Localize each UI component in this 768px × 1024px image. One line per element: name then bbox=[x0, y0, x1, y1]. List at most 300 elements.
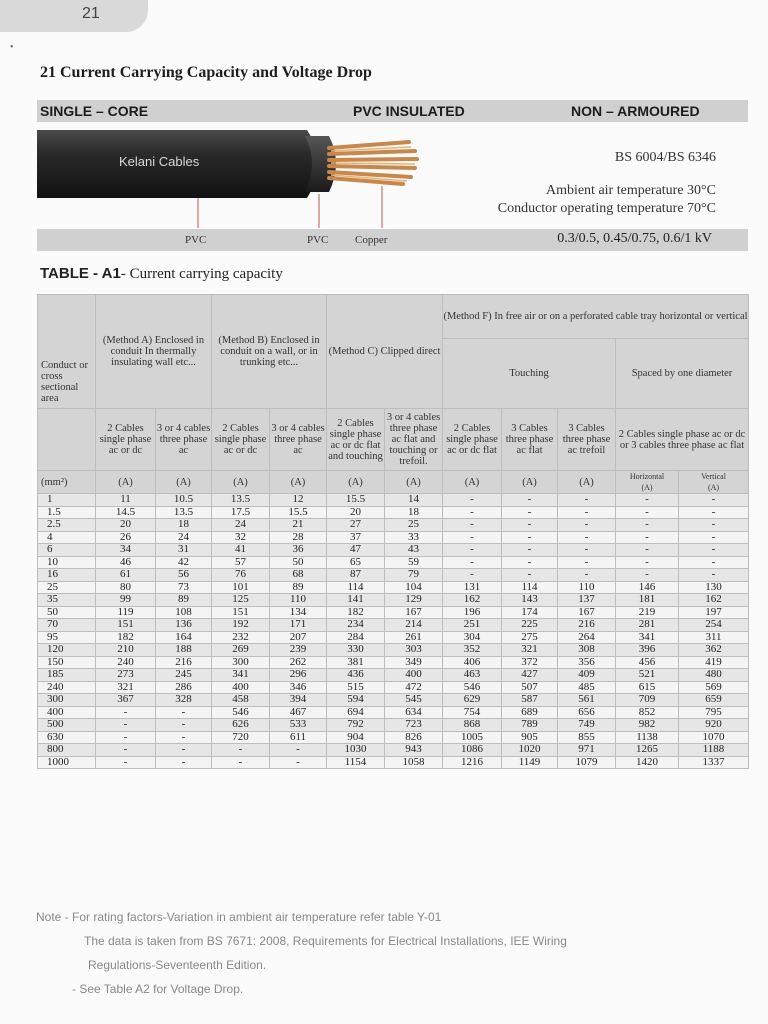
table-body bbox=[38, 494, 749, 769]
area-cell: 500 bbox=[38, 719, 96, 732]
cable-illustration bbox=[37, 126, 437, 232]
value-cell: 197 bbox=[679, 606, 749, 619]
value-cell: 409 bbox=[558, 669, 616, 682]
spaced-header: Spaced by one diameter bbox=[616, 339, 749, 409]
value-cell: 17.5 bbox=[212, 506, 270, 519]
value-cell: 723 bbox=[385, 719, 443, 732]
unit-cell: (A) bbox=[96, 471, 156, 494]
value-cell: 114 bbox=[502, 581, 558, 594]
value-cell: 110 bbox=[558, 581, 616, 594]
conductor-area-header: Conduct or cross sectional area bbox=[38, 295, 96, 409]
touching-header: Touching bbox=[443, 339, 616, 409]
label-pvc-1: PVC bbox=[185, 234, 207, 246]
table-row bbox=[38, 506, 749, 519]
value-cell: 174 bbox=[502, 606, 558, 619]
area-cell: 400 bbox=[38, 706, 96, 719]
area-header bbox=[38, 409, 96, 471]
value-cell: 42 bbox=[156, 556, 212, 569]
capacity-table bbox=[37, 294, 749, 769]
value-cell: 15.5 bbox=[270, 506, 327, 519]
value-cell: 12 bbox=[270, 494, 327, 507]
value-cell: - bbox=[96, 731, 156, 744]
value-cell: 611 bbox=[270, 731, 327, 744]
value-cell: - bbox=[679, 569, 749, 582]
value-cell: 396 bbox=[616, 644, 679, 657]
value-cell: 162 bbox=[443, 594, 502, 607]
value-cell: 110 bbox=[270, 594, 327, 607]
table-id: TABLE - A1 bbox=[40, 265, 121, 282]
unit-cell: (A) bbox=[707, 483, 720, 492]
value-cell: 400 bbox=[212, 681, 270, 694]
value-cell: 419 bbox=[679, 656, 749, 669]
value-cell: 346 bbox=[270, 681, 327, 694]
value-cell: 210 bbox=[96, 644, 156, 657]
value-cell: 99 bbox=[96, 594, 156, 607]
value-cell: 146 bbox=[616, 581, 679, 594]
value-cell: - bbox=[558, 556, 616, 569]
subheader-f2: 3 Cables three phase ac flat bbox=[502, 409, 558, 471]
value-cell: - bbox=[616, 556, 679, 569]
value-cell: 56 bbox=[156, 569, 212, 582]
value-cell: - bbox=[502, 494, 558, 507]
value-cell: 296 bbox=[270, 669, 327, 682]
value-cell: 182 bbox=[96, 631, 156, 644]
value-cell: 24 bbox=[212, 519, 270, 532]
table-row bbox=[38, 531, 749, 544]
value-cell: 629 bbox=[443, 694, 502, 707]
subheader-b1: 2 Cables single phase ac or dc bbox=[212, 409, 270, 471]
note-line-1: Note - For rating factors-Variation in ambient air temperature refer table Y-01 bbox=[36, 910, 442, 924]
value-cell: 207 bbox=[270, 631, 327, 644]
subheader-c1: 2 Cables single phase ac or dc flat and touching bbox=[327, 409, 385, 471]
value-cell: 1058 bbox=[385, 756, 443, 769]
value-cell: 485 bbox=[558, 681, 616, 694]
value-cell: 905 bbox=[502, 731, 558, 744]
value-cell: 11 bbox=[96, 494, 156, 507]
horizontal-unit bbox=[616, 471, 679, 494]
value-cell: - bbox=[443, 494, 502, 507]
value-cell: 46 bbox=[96, 556, 156, 569]
label-copper: Copper bbox=[355, 234, 388, 246]
value-cell: 24 bbox=[156, 531, 212, 544]
value-cell: 341 bbox=[616, 631, 679, 644]
area-cell: 800 bbox=[38, 744, 96, 757]
table-row bbox=[38, 581, 749, 594]
value-cell: 15.5 bbox=[327, 494, 385, 507]
table-row bbox=[38, 694, 749, 707]
band-pvc-insulated: PVC INSULATED bbox=[353, 103, 465, 119]
value-cell: 181 bbox=[616, 594, 679, 607]
brand-label: Kelani Cables bbox=[119, 154, 200, 169]
value-cell: 239 bbox=[270, 644, 327, 657]
value-cell: 545 bbox=[385, 694, 443, 707]
value-cell: - bbox=[156, 706, 212, 719]
value-cell: 920 bbox=[679, 719, 749, 732]
table-row bbox=[38, 556, 749, 569]
value-cell: 1337 bbox=[679, 756, 749, 769]
area-cell: 300 bbox=[38, 694, 96, 707]
value-cell: 167 bbox=[385, 606, 443, 619]
unit-cell: (A) bbox=[270, 471, 327, 494]
value-cell: - bbox=[443, 519, 502, 532]
value-cell: 59 bbox=[385, 556, 443, 569]
value-cell: 73 bbox=[156, 581, 212, 594]
subheader-f1: 2 Cables single phase ac or dc flat bbox=[443, 409, 502, 471]
value-cell: 18 bbox=[156, 519, 212, 532]
value-cell: - bbox=[96, 756, 156, 769]
value-cell: 114 bbox=[327, 581, 385, 594]
value-cell: 232 bbox=[212, 631, 270, 644]
value-cell: - bbox=[270, 756, 327, 769]
value-cell: - bbox=[502, 544, 558, 557]
value-cell: 789 bbox=[502, 719, 558, 732]
value-cell: 456 bbox=[616, 656, 679, 669]
value-cell: - bbox=[502, 569, 558, 582]
value-cell: 1420 bbox=[616, 756, 679, 769]
value-cell: 50 bbox=[270, 556, 327, 569]
value-cell: - bbox=[616, 506, 679, 519]
value-cell: 720 bbox=[212, 731, 270, 744]
table-row bbox=[38, 719, 749, 732]
value-cell: 321 bbox=[502, 644, 558, 657]
value-cell: - bbox=[270, 744, 327, 757]
value-cell: 372 bbox=[502, 656, 558, 669]
value-cell: 533 bbox=[270, 719, 327, 732]
voltage-rating: 0.3/0.5, 0.45/0.75, 0.6/1 kV bbox=[557, 231, 712, 246]
value-cell: 87 bbox=[327, 569, 385, 582]
value-cell: 76 bbox=[212, 569, 270, 582]
value-cell: 131 bbox=[443, 581, 502, 594]
method-f-header: (Method F) In free air or on a perforated cable tray horizontal or vertical bbox=[443, 295, 749, 339]
value-cell: - bbox=[502, 531, 558, 544]
value-cell: 26 bbox=[96, 531, 156, 544]
value-cell: 1005 bbox=[443, 731, 502, 744]
value-cell: 28 bbox=[270, 531, 327, 544]
vertical-label: Vertical bbox=[701, 472, 726, 481]
method-c-header: (Method C) Clipped direct bbox=[327, 295, 443, 409]
area-cell: 10 bbox=[38, 556, 96, 569]
subheader-a2: 3 or 4 cables three phase ac bbox=[156, 409, 212, 471]
value-cell: 400 bbox=[385, 669, 443, 682]
value-cell: 1079 bbox=[558, 756, 616, 769]
value-cell: 14.5 bbox=[96, 506, 156, 519]
table-row bbox=[38, 544, 749, 557]
value-cell: 251 bbox=[443, 619, 502, 632]
value-cell: - bbox=[502, 506, 558, 519]
value-cell: - bbox=[443, 544, 502, 557]
value-cell: 308 bbox=[558, 644, 616, 657]
value-cell: 36 bbox=[270, 544, 327, 557]
value-cell: 427 bbox=[502, 669, 558, 682]
note-line-4: - See Table A2 for Voltage Drop. bbox=[72, 982, 244, 996]
method-b-header: (Method B) Enclosed in conduit on a wall, or in trunking etc... bbox=[212, 295, 327, 409]
value-cell: - bbox=[679, 506, 749, 519]
value-cell: 300 bbox=[212, 656, 270, 669]
spec-band bbox=[37, 100, 748, 122]
value-cell: - bbox=[212, 744, 270, 757]
unit-cell: (A) bbox=[385, 471, 443, 494]
value-cell: - bbox=[156, 719, 212, 732]
value-cell: 286 bbox=[156, 681, 212, 694]
value-cell: 134 bbox=[270, 606, 327, 619]
value-cell: 234 bbox=[327, 619, 385, 632]
value-cell: 311 bbox=[679, 631, 749, 644]
value-cell: 171 bbox=[270, 619, 327, 632]
value-cell: - bbox=[502, 556, 558, 569]
table-row bbox=[38, 669, 749, 682]
area-cell: 1 bbox=[38, 494, 96, 507]
value-cell: 89 bbox=[270, 581, 327, 594]
value-cell: 904 bbox=[327, 731, 385, 744]
value-cell: 162 bbox=[679, 594, 749, 607]
value-cell: 262 bbox=[270, 656, 327, 669]
value-cell: 1086 bbox=[443, 744, 502, 757]
value-cell: 275 bbox=[502, 631, 558, 644]
value-cell: 188 bbox=[156, 644, 212, 657]
note-line-3: Regulations-Seventeenth Edition. bbox=[88, 958, 267, 972]
value-cell: 31 bbox=[156, 544, 212, 557]
area-cell: 120 bbox=[38, 644, 96, 657]
table-row bbox=[38, 519, 749, 532]
table-row bbox=[38, 594, 749, 607]
value-cell: 47 bbox=[327, 544, 385, 557]
table-caption: - Current carrying capacity bbox=[120, 266, 283, 282]
value-cell: 868 bbox=[443, 719, 502, 732]
value-cell: 436 bbox=[327, 669, 385, 682]
value-cell: 971 bbox=[558, 744, 616, 757]
value-cell: 1188 bbox=[679, 744, 749, 757]
value-cell: 362 bbox=[679, 644, 749, 657]
value-cell: 349 bbox=[385, 656, 443, 669]
unit-cell: (A) bbox=[502, 471, 558, 494]
label-pvc-2: PVC bbox=[307, 234, 329, 246]
value-cell: 119 bbox=[96, 606, 156, 619]
value-cell: - bbox=[96, 706, 156, 719]
value-cell: 61 bbox=[96, 569, 156, 582]
value-cell: 826 bbox=[385, 731, 443, 744]
value-cell: 754 bbox=[443, 706, 502, 719]
value-cell: 1070 bbox=[679, 731, 749, 744]
vertical-unit bbox=[679, 471, 749, 494]
table-row bbox=[38, 706, 749, 719]
value-cell: 406 bbox=[443, 656, 502, 669]
value-cell: 125 bbox=[212, 594, 270, 607]
value-cell: 273 bbox=[96, 669, 156, 682]
subheader-b2: 3 or 4 cables three phase ac bbox=[270, 409, 327, 471]
value-cell: 136 bbox=[156, 619, 212, 632]
area-cell: 1000 bbox=[38, 756, 96, 769]
subheader-a1: 2 Cables single phase ac or dc bbox=[96, 409, 156, 471]
value-cell: 68 bbox=[270, 569, 327, 582]
value-cell: 65 bbox=[327, 556, 385, 569]
bullet-mark: • bbox=[10, 42, 14, 53]
value-cell: - bbox=[558, 519, 616, 532]
value-cell: 467 bbox=[270, 706, 327, 719]
value-cell: 356 bbox=[558, 656, 616, 669]
value-cell: 569 bbox=[679, 681, 749, 694]
table-row bbox=[38, 631, 749, 644]
value-cell: 13.5 bbox=[156, 506, 212, 519]
area-cell: 70 bbox=[38, 619, 96, 632]
value-cell: 367 bbox=[96, 694, 156, 707]
value-cell: 25 bbox=[385, 519, 443, 532]
value-cell: 463 bbox=[443, 669, 502, 682]
value-cell: - bbox=[156, 756, 212, 769]
value-cell: 1216 bbox=[443, 756, 502, 769]
value-cell: 20 bbox=[96, 519, 156, 532]
value-cell: - bbox=[443, 506, 502, 519]
conductor-temperature: Conductor operating temperature 70°C bbox=[497, 201, 716, 216]
value-cell: - bbox=[502, 519, 558, 532]
value-cell: 587 bbox=[502, 694, 558, 707]
value-cell: 330 bbox=[327, 644, 385, 657]
area-cell: 630 bbox=[38, 731, 96, 744]
band-single-core: SINGLE – CORE bbox=[40, 103, 149, 119]
note-line-2: The data is taken from BS 7671: 2008, Requirements for Electrical Installations, IEE Wiring bbox=[84, 934, 567, 948]
value-cell: 852 bbox=[616, 706, 679, 719]
value-cell: 254 bbox=[679, 619, 749, 632]
value-cell: 943 bbox=[385, 744, 443, 757]
value-cell: - bbox=[558, 544, 616, 557]
value-cell: - bbox=[443, 556, 502, 569]
value-cell: 43 bbox=[385, 544, 443, 557]
page-tab bbox=[0, 0, 148, 32]
value-cell: 659 bbox=[679, 694, 749, 707]
value-cell: - bbox=[616, 544, 679, 557]
value-cell: 694 bbox=[327, 706, 385, 719]
value-cell: 472 bbox=[385, 681, 443, 694]
value-cell: 32 bbox=[212, 531, 270, 544]
value-cell: 634 bbox=[385, 706, 443, 719]
value-cell: 79 bbox=[385, 569, 443, 582]
value-cell: 89 bbox=[156, 594, 212, 607]
value-cell: 594 bbox=[327, 694, 385, 707]
value-cell: 546 bbox=[443, 681, 502, 694]
value-cell: 101 bbox=[212, 581, 270, 594]
value-cell: 615 bbox=[616, 681, 679, 694]
value-cell: 129 bbox=[385, 594, 443, 607]
unit-cell: (A) bbox=[641, 483, 653, 492]
value-cell: 328 bbox=[156, 694, 212, 707]
table-row bbox=[38, 744, 749, 757]
value-cell: 216 bbox=[558, 619, 616, 632]
value-cell: 303 bbox=[385, 644, 443, 657]
value-cell: 656 bbox=[558, 706, 616, 719]
value-cell: 33 bbox=[385, 531, 443, 544]
value-cell: 37 bbox=[327, 531, 385, 544]
value-cell: - bbox=[558, 506, 616, 519]
value-cell: 151 bbox=[96, 619, 156, 632]
value-cell: - bbox=[616, 494, 679, 507]
area-cell: 16 bbox=[38, 569, 96, 582]
value-cell: 143 bbox=[502, 594, 558, 607]
value-cell: 164 bbox=[156, 631, 212, 644]
value-cell: - bbox=[616, 531, 679, 544]
value-cell: 1149 bbox=[502, 756, 558, 769]
area-cell: 25 bbox=[38, 581, 96, 594]
value-cell: 80 bbox=[96, 581, 156, 594]
subheader-f4: 2 Cables single phase ac or dc or 3 cables three phase ac flat bbox=[616, 409, 749, 471]
value-cell: - bbox=[679, 544, 749, 557]
value-cell: - bbox=[616, 569, 679, 582]
value-cell: 219 bbox=[616, 606, 679, 619]
mm2-unit: (mm²) bbox=[38, 471, 96, 494]
table-row bbox=[38, 756, 749, 769]
table-row bbox=[38, 644, 749, 657]
value-cell: 1138 bbox=[616, 731, 679, 744]
value-cell: 34 bbox=[96, 544, 156, 557]
value-cell: - bbox=[616, 519, 679, 532]
value-cell: 321 bbox=[96, 681, 156, 694]
value-cell: 108 bbox=[156, 606, 212, 619]
value-cell: - bbox=[156, 731, 212, 744]
area-cell: 150 bbox=[38, 656, 96, 669]
standard-reference: BS 6004/BS 6346 bbox=[614, 150, 716, 165]
value-cell: 304 bbox=[443, 631, 502, 644]
value-cell: 561 bbox=[558, 694, 616, 707]
value-cell: 137 bbox=[558, 594, 616, 607]
area-cell: 35 bbox=[38, 594, 96, 607]
value-cell: 982 bbox=[616, 719, 679, 732]
value-cell: - bbox=[679, 494, 749, 507]
table-row bbox=[38, 619, 749, 632]
value-cell: 14 bbox=[385, 494, 443, 507]
value-cell: 41 bbox=[212, 544, 270, 557]
unit-cell: (A) bbox=[156, 471, 212, 494]
value-cell: - bbox=[558, 531, 616, 544]
value-cell: 709 bbox=[616, 694, 679, 707]
value-cell: 192 bbox=[212, 619, 270, 632]
value-cell: - bbox=[212, 756, 270, 769]
unit-cell: (A) bbox=[212, 471, 270, 494]
value-cell: 458 bbox=[212, 694, 270, 707]
value-cell: - bbox=[679, 556, 749, 569]
temperature-info bbox=[498, 182, 716, 218]
value-cell: 281 bbox=[616, 619, 679, 632]
value-cell: 167 bbox=[558, 606, 616, 619]
value-cell: 284 bbox=[327, 631, 385, 644]
table-row bbox=[38, 656, 749, 669]
table-row bbox=[38, 569, 749, 582]
band-non-armoured: NON – ARMOURED bbox=[571, 103, 700, 119]
area-cell: 4 bbox=[38, 531, 96, 544]
value-cell: - bbox=[679, 531, 749, 544]
unit-cell: (A) bbox=[443, 471, 502, 494]
value-cell: 264 bbox=[558, 631, 616, 644]
subheader-f3: 3 Cables three phase ac trefoil bbox=[558, 409, 616, 471]
value-cell: 1020 bbox=[502, 744, 558, 757]
value-cell: 20 bbox=[327, 506, 385, 519]
value-cell: 104 bbox=[385, 581, 443, 594]
value-cell: - bbox=[679, 519, 749, 532]
value-cell: 130 bbox=[679, 581, 749, 594]
horizontal-label: Horizontal bbox=[629, 472, 665, 481]
value-cell: - bbox=[96, 744, 156, 757]
value-cell: 240 bbox=[96, 656, 156, 669]
value-cell: - bbox=[96, 719, 156, 732]
value-cell: - bbox=[558, 494, 616, 507]
value-cell: - bbox=[443, 531, 502, 544]
area-cell: 240 bbox=[38, 681, 96, 694]
area-cell: 2.5 bbox=[38, 519, 96, 532]
value-cell: 381 bbox=[327, 656, 385, 669]
page-number: 21 bbox=[82, 5, 100, 22]
value-cell: 216 bbox=[156, 656, 212, 669]
value-cell: 141 bbox=[327, 594, 385, 607]
value-cell: 21 bbox=[270, 519, 327, 532]
value-cell: 18 bbox=[385, 506, 443, 519]
value-cell: - bbox=[558, 569, 616, 582]
